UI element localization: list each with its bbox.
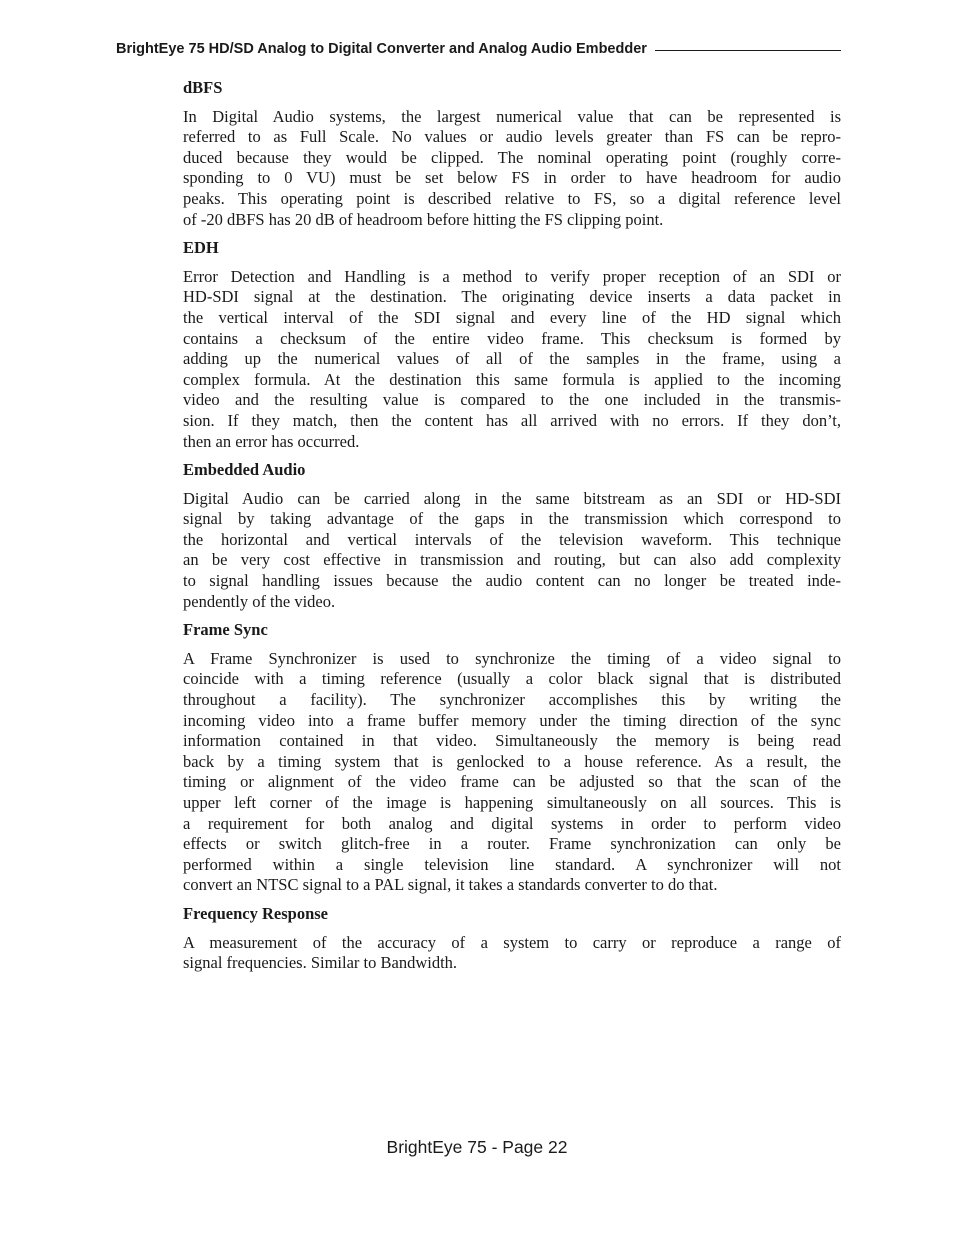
definition-line: back by a timing system that is genlocked to a house reference. As a result, the [183, 751, 841, 771]
glossary-term: EDH [183, 238, 219, 258]
definition-line: A Frame Synchronizer is used to synchronize the timing of a video signal to [183, 648, 841, 668]
definition-line: then an error has occurred. [183, 431, 360, 451]
running-header [116, 41, 841, 57]
definition-line: incoming video into a frame buffer memory under the timing direction of the sync [183, 710, 841, 730]
definition-line: to signal handling issues because the audio content can no longer be treated inde- [183, 571, 841, 591]
glossary-definition [183, 933, 841, 974]
definition-line: of -20 dBFS has 20 dB of headroom before hitting the FS clipping point. [183, 209, 664, 229]
definition-line: information contained in that video. Simultaneously the memory is being read [183, 731, 841, 751]
glossary-definition [183, 649, 841, 896]
glossary-term: Frequency Response [183, 903, 328, 923]
definition-line: sponding to 0 VU) must be set below FS in order to have headroom for audio [183, 168, 841, 188]
definition-line: referred to as Full Scale. No values or audio levels greater than FS can be repro- [183, 127, 841, 147]
glossary-definition [183, 267, 841, 452]
definition-line: Error Detection and Handling is a method to verify proper reception of an SDI or [183, 266, 841, 286]
definition-line: coincide with a timing reference (usually a color black signal that is distributed [183, 669, 841, 689]
definition-line: upper left corner of the image is happening simultaneously on all sources. This is [183, 793, 841, 812]
glossary-term: Frame Sync [183, 620, 268, 640]
definition-line: sion. If they match, then the content has all arrived with no errors. If they don’t, [183, 410, 841, 430]
definition-line: the vertical interval of the SDI signal and every line of the HD signal which [183, 307, 841, 327]
definition-line: a requirement for both analog and digital systems in order to perform video [183, 813, 841, 833]
glossary-definition [183, 107, 841, 231]
definition-line: In Digital Audio systems, the largest numerical value that can be represented is [183, 106, 841, 126]
definition-line: video and the resulting value is compared to the one included in the transmis- [183, 390, 841, 410]
definition-line: convert an NTSC signal to a PAL signal, it takes a standards converter to do that. [183, 875, 718, 895]
glossary-definition [183, 489, 841, 613]
definition-line: Digital Audio can be carried along in the same bitstream as an SDI or HD-SDI [183, 488, 841, 508]
definition-line: peaks. This operating point is described relative to FS, so a digital reference level [183, 188, 841, 208]
definition-line: effects or switch glitch-free in a router. Frame synchronization can only be [183, 834, 841, 854]
definition-line: contains a checksum of the entire video frame. This checksum is formed by [183, 328, 841, 348]
definition-line: complex formula. At the destination this same formula is applied to the incoming [183, 369, 841, 389]
definition-line: an be very cost effective in transmission and routing, but can also add complexity [183, 550, 841, 570]
definition-line: performed within a single television line standard. A synchronizer will not [183, 854, 841, 874]
definition-line: adding up the numerical values of all of the samples in the frame, using a [183, 349, 841, 369]
glossary-term: Embedded Audio [183, 460, 306, 480]
header-rule [655, 50, 841, 51]
definition-line: throughout a facility). The synchronizer accomplishes this by writing the [183, 690, 841, 710]
definition-line: the horizontal and vertical intervals of the television waveform. This technique [183, 529, 841, 549]
definition-line: duced because they would be clipped. The nominal operating point (roughly corre- [183, 147, 841, 167]
glossary-content [183, 78, 841, 982]
definition-line: pendently of the video. [183, 591, 336, 611]
definition-line: timing or alignment of the video frame can be adjusted so that the scan of the [183, 772, 841, 792]
glossary-term: dBFS [183, 78, 223, 97]
definition-line: HD-SDI signal at the destination. The originating device inserts a data packet in [183, 287, 841, 307]
definition-line: signal frequencies. Similar to Bandwidth. [183, 953, 458, 973]
definition-line: A measurement of the accuracy of a system to carry or reproduce a range of [183, 932, 841, 952]
header-title: BrightEye 75 HD/SD Analog to Digital Converter and Analog Audio Embedder [116, 41, 647, 57]
definition-line: signal by taking advantage of the gaps in the transmission which correspond to [183, 509, 841, 529]
page-footer: BrightEye 75 - Page 22 [386, 1137, 568, 1157]
